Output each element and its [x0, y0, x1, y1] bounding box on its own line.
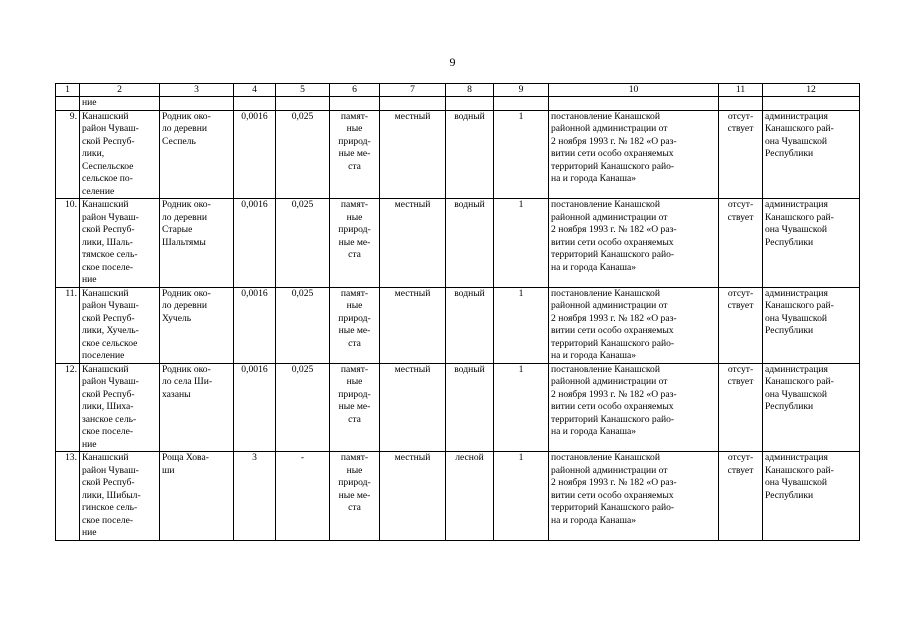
cell-line: витии сети особо охраняемых	[551, 489, 674, 501]
area-cell: 0,0016	[234, 287, 276, 363]
cell-line: ста	[348, 337, 361, 349]
cell-line: отсут-	[727, 287, 754, 299]
column-number: 3	[160, 84, 234, 97]
cell-line: ные	[346, 211, 363, 223]
cell-line: Канашский	[82, 110, 129, 122]
cell-line: район Чуваш-	[82, 123, 139, 134]
cell-line: на и города Канаша»	[551, 261, 637, 273]
cell-line: Канашского рай-	[765, 211, 834, 223]
cell-line: витии сети особо охраняемых	[551, 401, 674, 412]
cell-line: ши	[162, 464, 175, 476]
count-cell: 1	[494, 452, 549, 541]
cell-line: ло села Ши-	[162, 376, 213, 387]
table-row	[56, 287, 860, 363]
cell-line: Родник око-	[162, 363, 211, 375]
cell-line: ные ме-	[338, 148, 371, 159]
cell-line: районной администрации от	[551, 300, 668, 311]
column-number: 1	[56, 84, 80, 97]
cell-line: администрация	[765, 110, 828, 122]
cell-line: Шальтямы	[162, 236, 206, 248]
cell-line: постановление Канашской	[551, 199, 660, 210]
cell-line: администрация	[765, 363, 828, 375]
count-cell: 1	[494, 199, 549, 288]
category-cell	[330, 199, 380, 288]
cell-line: районной администрации от	[551, 211, 668, 223]
cell-line: природ-	[338, 312, 371, 324]
cell-line: отсут-	[727, 199, 754, 210]
administration-cell	[763, 363, 860, 452]
cell-line: ской Респуб-	[82, 477, 135, 488]
cell-line: ло деревни	[162, 211, 207, 223]
object-name-cell	[160, 199, 234, 288]
cell-line: сельское по-	[82, 173, 133, 184]
object-name-cell	[160, 452, 234, 541]
cell-line: Хучель	[162, 312, 192, 324]
column-number: 5	[276, 84, 330, 97]
cell-line: ское поселе-	[82, 261, 134, 273]
column-number: 6	[330, 84, 380, 97]
cell-line: Республики	[765, 148, 814, 159]
category-cell	[330, 452, 380, 541]
row-number: 13.	[56, 452, 80, 541]
cell-line: постановление Канашской	[551, 110, 660, 122]
cell-line: ло деревни	[162, 123, 207, 134]
area-cell: 0,0016	[234, 110, 276, 199]
significance-cell: местный	[380, 110, 446, 199]
cell-line: 2 ноября 1993 г. № 182 «О раз-	[551, 388, 677, 400]
cell-line: памят-	[340, 199, 369, 210]
status-cell	[719, 287, 763, 363]
document-cell	[549, 452, 719, 541]
object-name-cell	[160, 110, 234, 199]
cell-line: 2 ноября 1993 г. № 182 «О раз-	[551, 224, 677, 235]
count-cell: 1	[494, 110, 549, 199]
protection-zone-cell: 0,025	[276, 110, 330, 199]
cell-line: она Чувашской	[765, 135, 828, 147]
cell-line: на и города Канаша»	[551, 426, 637, 437]
area-cell: 0,0016	[234, 199, 276, 288]
cell-line: ные ме-	[338, 401, 371, 412]
cell-line: природ-	[338, 477, 371, 488]
profile-cell: водный	[446, 363, 494, 452]
cell-line: территорий Канашского райо-	[551, 502, 675, 513]
significance-cell: местный	[380, 452, 446, 541]
cell-line: витии сети особо охраняемых	[551, 236, 674, 248]
cell-line: ствует	[727, 376, 754, 387]
cell-line: территорий Канашского райо-	[551, 249, 675, 260]
cell-line: ста	[348, 160, 361, 172]
cell-line: Канашский	[82, 363, 129, 375]
cell-line: ста	[348, 413, 361, 425]
object-name-cell	[160, 363, 234, 452]
cell-line: на и города Канаша»	[551, 173, 637, 184]
cell-line: памят-	[340, 452, 369, 463]
column-number: 12	[763, 84, 860, 97]
document-cell	[549, 287, 719, 363]
cell-line: Республики	[765, 489, 814, 501]
area-cell: 3	[234, 452, 276, 541]
cell-line: она Чувашской	[765, 224, 828, 235]
cell-line: 2 ноября 1993 г. № 182 «О раз-	[551, 135, 677, 147]
cell-line: 2 ноября 1993 г. № 182 «О раз-	[551, 477, 677, 488]
cell-line: район Чуваш-	[82, 376, 139, 387]
cell-line: витии сети особо охраняемых	[551, 325, 674, 336]
cell-line: территорий Канашского райо-	[551, 413, 675, 425]
column-number: 8	[446, 84, 494, 97]
location-cell	[80, 199, 160, 288]
cell-line: лики,	[82, 148, 105, 159]
cell-line: ло деревни	[162, 300, 207, 311]
cell-line: территорий Канашского райо-	[551, 160, 675, 172]
status-cell	[719, 110, 763, 199]
cell-line: она Чувашской	[765, 312, 828, 324]
cell-line: Республики	[765, 325, 814, 336]
cell-line: Старые	[162, 224, 193, 235]
cell-line: Республики	[765, 401, 814, 412]
cell-line: ные ме-	[338, 236, 371, 248]
profile-cell: водный	[446, 199, 494, 288]
cell-line: ской Респуб-	[82, 312, 135, 324]
location-cell	[80, 452, 160, 541]
cell-line: на и города Канаша»	[551, 514, 637, 526]
cell-line: район Чуваш-	[82, 464, 139, 476]
profile-cell: лесной	[446, 452, 494, 541]
cell-line: 2 ноября 1993 г. № 182 «О раз-	[551, 312, 677, 324]
category-cell	[330, 287, 380, 363]
cell-line: лики, Шиха-	[82, 401, 134, 412]
cell-line: она Чувашской	[765, 388, 828, 400]
cell-line: ные	[346, 300, 363, 311]
object-name-cell	[160, 287, 234, 363]
cell-line: ние	[82, 438, 97, 450]
cell-line: районной администрации от	[551, 123, 668, 134]
cell-line: природ-	[338, 388, 371, 400]
cell-line: она Чувашской	[765, 477, 828, 488]
cell-line: ста	[348, 249, 361, 260]
cell-line: природ-	[338, 224, 371, 235]
cell-line: ние	[82, 274, 97, 285]
column-number: 2	[80, 84, 160, 97]
cell-line: ское поселе-	[82, 514, 134, 526]
count-cell: 1	[494, 363, 549, 452]
cell-line: Сеспельское	[82, 160, 134, 172]
administration-cell	[763, 287, 860, 363]
row-number: 10.	[56, 199, 80, 288]
cell-line: ское сельское	[82, 337, 138, 349]
column-number-row	[56, 84, 860, 97]
protection-zone-cell: -	[276, 452, 330, 541]
cell-line: администрация	[765, 287, 828, 299]
cell-line: лики, Шаль-	[82, 236, 133, 248]
cell-line: поселение	[82, 350, 125, 361]
cell-line: Родник око-	[162, 287, 211, 299]
status-cell	[719, 199, 763, 288]
cell-line: Сеспель	[162, 135, 196, 147]
location-cell	[80, 287, 160, 363]
cell-line: природ-	[338, 135, 371, 147]
column-number: 10	[549, 84, 719, 97]
column-number: 7	[380, 84, 446, 97]
cell-line: Родник око-	[162, 110, 211, 122]
cell-line: ные	[346, 123, 363, 134]
cell-line: лики, Хучель-	[82, 325, 139, 336]
cell-line: районной администрации от	[551, 464, 668, 476]
cell-line: ные ме-	[338, 325, 371, 336]
cell-line: памят-	[340, 110, 369, 122]
cell-line: ста	[348, 502, 361, 513]
protection-zone-cell: 0,025	[276, 363, 330, 452]
cell-line: на и города Канаша»	[551, 350, 637, 361]
cell-line: Роща Хова-	[162, 452, 209, 463]
cell-line: Канашский	[82, 452, 129, 463]
status-cell	[719, 452, 763, 541]
administration-cell	[763, 199, 860, 288]
cell-line: постановление Канашской	[551, 287, 660, 299]
table-row	[56, 110, 860, 199]
row-number: 12.	[56, 363, 80, 452]
protection-zone-cell: 0,025	[276, 199, 330, 288]
cell-line: Канашского рай-	[765, 376, 834, 387]
significance-cell: местный	[380, 199, 446, 288]
cell-line: памят-	[340, 363, 369, 375]
administration-cell	[763, 110, 860, 199]
protected-areas-table	[55, 83, 860, 541]
document-cell	[549, 363, 719, 452]
table-row	[56, 199, 860, 288]
count-cell: 1	[494, 287, 549, 363]
cell-line: район Чуваш-	[82, 300, 139, 311]
cell-line: ные	[346, 376, 363, 387]
page-number: 9	[449, 55, 456, 69]
location-cell	[80, 363, 160, 452]
cell-line: хазаны	[162, 388, 191, 400]
cell-line: администрация	[765, 199, 828, 210]
cell-line: отсут-	[727, 110, 754, 122]
profile-cell: водный	[446, 110, 494, 199]
cell-line: ствует	[727, 211, 754, 223]
cell-line: ское поселе-	[82, 426, 134, 437]
column-number: 4	[234, 84, 276, 97]
profile-cell: водный	[446, 287, 494, 363]
document-cell	[549, 199, 719, 288]
cell-line: ние	[82, 527, 97, 538]
cell-line: Канашского рай-	[765, 464, 834, 476]
cell-line: отсут-	[727, 363, 754, 375]
table-row	[56, 452, 860, 541]
cell-line: постановление Канашской	[551, 363, 660, 375]
cell-line: территорий Канашского райо-	[551, 337, 675, 349]
cell-line: ные	[346, 464, 363, 476]
cell-line: ской Респуб-	[82, 135, 135, 147]
cell-line: тямское сель-	[82, 249, 138, 260]
cell-line: лики, Шибыл-	[82, 489, 141, 501]
cell-line: памят-	[340, 287, 369, 299]
cell-line: администрация	[765, 452, 828, 463]
cell-line: селение	[82, 185, 115, 197]
category-cell	[330, 363, 380, 452]
location-cell	[80, 110, 160, 199]
column-number: 11	[719, 84, 763, 97]
cell-line: занское сель-	[82, 413, 137, 425]
document-cell	[549, 110, 719, 199]
continuation-text: ние	[80, 97, 160, 111]
cell-line: Республики	[765, 236, 814, 248]
cell-line: ствует	[727, 123, 754, 134]
cell-line: ствует	[727, 300, 754, 311]
cell-line: ской Респуб-	[82, 224, 135, 235]
cell-line: ные ме-	[338, 489, 371, 501]
cell-line: ствует	[727, 464, 754, 476]
row-number: 9.	[56, 110, 80, 199]
cell-line: Канашского рай-	[765, 300, 834, 311]
status-cell	[719, 363, 763, 452]
cell-line: Канашский	[82, 199, 129, 210]
cell-line: ской Респуб-	[82, 388, 135, 400]
category-cell	[330, 110, 380, 199]
cell-line: постановление Канашской	[551, 452, 660, 463]
cell-line: гинское сель-	[82, 502, 138, 513]
table-row	[56, 363, 860, 452]
cell-line: Канашского рай-	[765, 123, 834, 134]
administration-cell	[763, 452, 860, 541]
protection-zone-cell: 0,025	[276, 287, 330, 363]
column-number: 9	[494, 84, 549, 97]
cell-line: районной администрации от	[551, 376, 668, 387]
continuation-row	[56, 97, 860, 111]
cell-line: отсут-	[727, 452, 754, 463]
significance-cell: местный	[380, 287, 446, 363]
area-cell: 0,0016	[234, 363, 276, 452]
cell-line: витии сети особо охраняемых	[551, 148, 674, 159]
significance-cell: местный	[380, 363, 446, 452]
row-number: 11.	[56, 287, 80, 363]
cell-line: Родник око-	[162, 199, 211, 210]
cell-line: Канашский	[82, 287, 129, 299]
cell-line: район Чуваш-	[82, 211, 139, 223]
